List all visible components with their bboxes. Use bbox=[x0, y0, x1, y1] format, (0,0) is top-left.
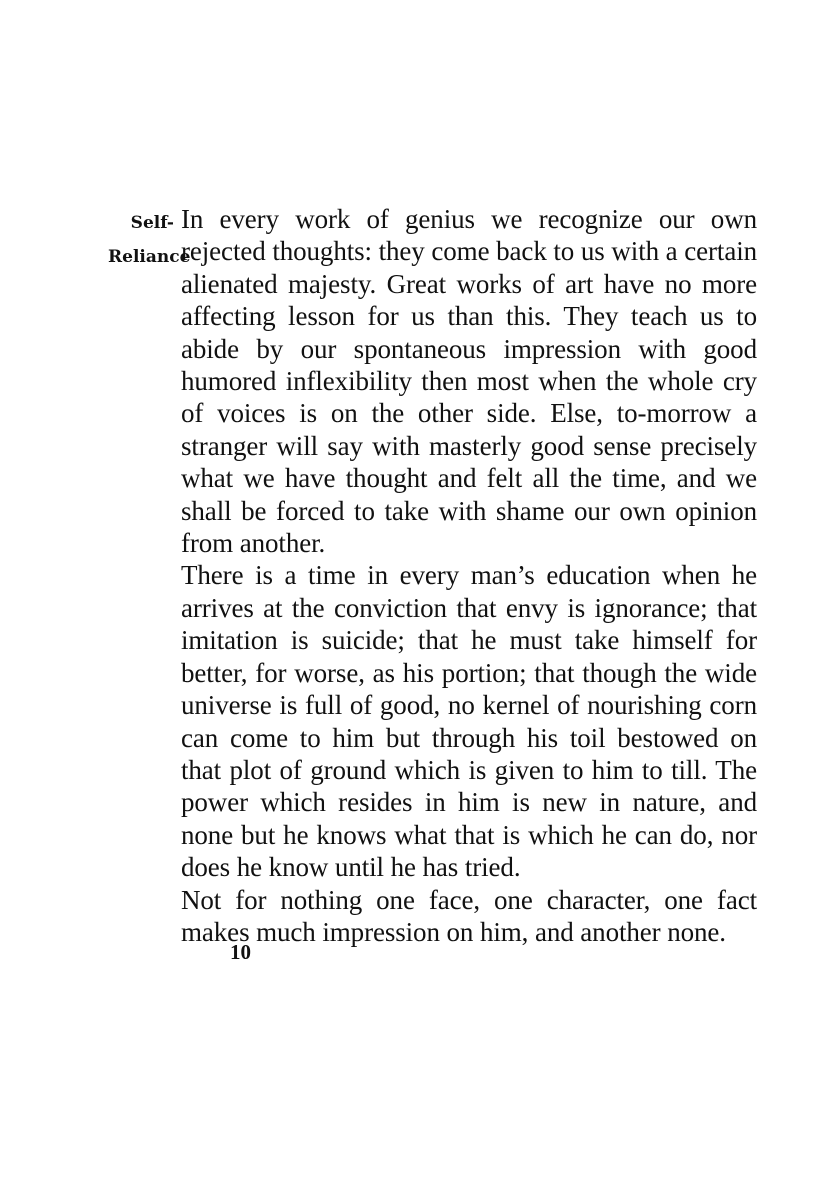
body-text bbox=[181, 203, 757, 948]
paragraph-3: Not for nothing one face, one character, one fact makes much impression on him, and another none. bbox=[181, 884, 757, 947]
page-number: 10 bbox=[230, 940, 251, 964]
paragraph-1: In every work of genius we recognize our own rejected thoughts: they come back to us with a certain alienated majesty. Great works of art have no more affecting lesson for us than this. They teach us to abide by our spontaneous impression with good humored inflexibility then most when the whole cry of voices is on the other side. Else, to-morrow a stranger will say with masterly good sense precisely what we have thought and felt all the time, and we shall be forced to take with shame our own opinion from another. bbox=[181, 204, 757, 559]
margin-title-line-1: Self- bbox=[130, 213, 174, 233]
margin-title bbox=[108, 206, 191, 274]
paragraph-2: There is a time in every man’s education when he arrives at the conviction that envy is ignorance; that imitation is suicide; that he must take himself for better, for worse, as his portion; that though the wide universe is full of good, no kernel of nourishing corn can come to him but through his toil bestowed on that plot of ground which is given to him to till. The power which resides in him is new in nature, and none but he knows what that is which he can do, nor does he know until he has tried. bbox=[181, 560, 757, 883]
margin-title-line-2: Reliance bbox=[108, 247, 191, 267]
